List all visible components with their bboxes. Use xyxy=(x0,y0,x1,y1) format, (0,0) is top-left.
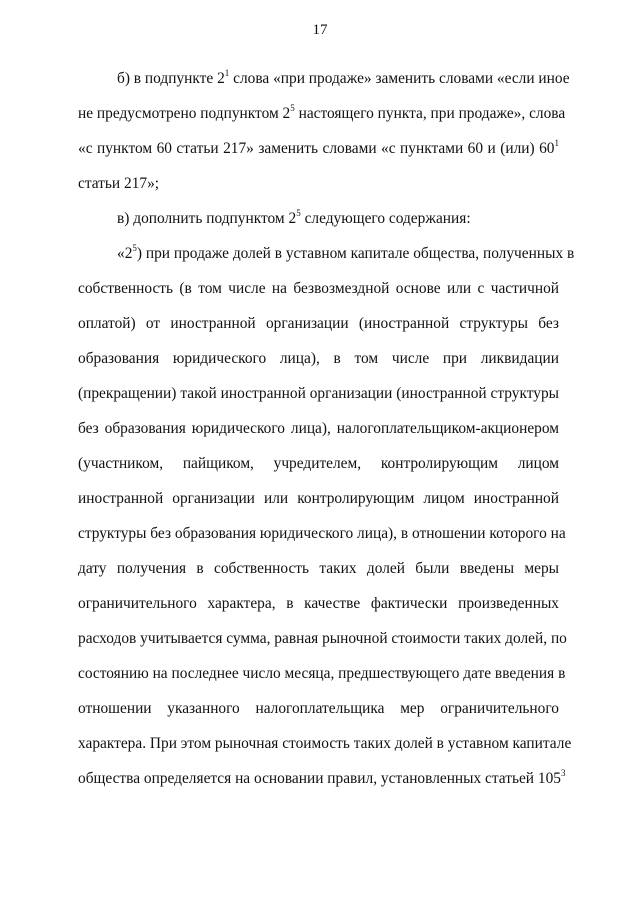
text-line-15 xyxy=(78,559,559,579)
line-text: иностранной организации или контролирующим лицом иностранной xyxy=(78,490,559,507)
text-line-13 xyxy=(78,489,559,509)
line-text: слова «при продаже» заменить словами «если иное xyxy=(229,70,570,87)
line-text: не предусмотрено подпунктом 2 xyxy=(78,105,291,122)
superscript: 5 xyxy=(290,102,295,113)
text-line-3 xyxy=(78,139,559,159)
text-line-19 xyxy=(78,699,559,719)
text-line-2 xyxy=(78,102,566,124)
line-text: (прекращении) такой иностранной организации (иностранной структуры xyxy=(78,385,559,402)
superscript: 5 xyxy=(132,242,137,253)
line-text: статьи 217»; xyxy=(78,175,160,192)
text-line-8 xyxy=(78,314,559,334)
line-text: расходов учитывается сумма, равная рыночной стоимости таких долей, по xyxy=(78,630,567,647)
text-line-14 xyxy=(78,524,566,544)
text-line-4 xyxy=(78,174,559,194)
line-text: отношении указанного налогоплательщика мер ограничительного xyxy=(78,700,559,717)
line-text: следующего содержания: xyxy=(300,210,471,227)
line-text: ограничительного характера, в качестве фактически произведенных xyxy=(78,595,559,612)
line-text: (участником, пайщиком, учредителем, контролирующим лицом xyxy=(78,455,559,472)
line-text: без образования юридического лица), налогоплательщиком-акционером xyxy=(78,420,559,437)
line-text: дату получения в собственность таких долей были введены меры xyxy=(78,560,559,577)
superscript: 1 xyxy=(224,67,230,78)
line-text: собственность (в том числе на безвозмездной основе или с частичной xyxy=(78,280,559,297)
text-line-18 xyxy=(78,664,566,684)
text-line-17 xyxy=(78,629,567,649)
line-text: «с пунктом 60 статьи 217» заменить словами «с пунктами 60 и (или) 60 xyxy=(78,140,555,157)
page-number: 17 xyxy=(312,22,328,38)
line-text: оплатой) от иностранной организации (иностранной структуры без xyxy=(78,315,559,332)
line-text: б) в подпункте 2 xyxy=(117,70,225,87)
text-line-12 xyxy=(78,454,559,474)
superscript: 1 xyxy=(554,137,559,148)
line-text: в) дополнить подпунктом 2 xyxy=(117,210,297,227)
line-text: характера. При этом рыночная стоимость таких долей в уставном капитале xyxy=(78,735,572,752)
text-line-6 xyxy=(117,242,575,264)
text-line-10 xyxy=(78,384,559,404)
line-text: структуры без образования юридического лица), в отношении которого на xyxy=(78,525,566,542)
text-line-9 xyxy=(78,349,559,369)
line-text: общества определяется на основании правил, установленных статьей 105 xyxy=(78,770,561,787)
text-line-16 xyxy=(78,594,559,614)
text-line-5 xyxy=(117,209,559,229)
superscript: 3 xyxy=(560,767,566,778)
superscript: 5 xyxy=(296,207,301,218)
text-line-20 xyxy=(78,734,572,754)
line-text: настоящего пункта, при продаже», слова xyxy=(294,105,566,122)
line-text: ) при продаже долей в уставном капитале общества, полученных в xyxy=(136,245,575,262)
line-text: «2 xyxy=(117,245,133,262)
text-line-11 xyxy=(78,419,559,439)
text-line-21 xyxy=(78,767,566,789)
line-text: образования юридического лица), в том числе при ликвидации xyxy=(78,350,559,367)
text-line-1 xyxy=(117,67,570,89)
text-line-7 xyxy=(78,279,559,299)
line-text: состоянию на последнее число месяца, предшествующего дате введения в xyxy=(78,665,566,682)
